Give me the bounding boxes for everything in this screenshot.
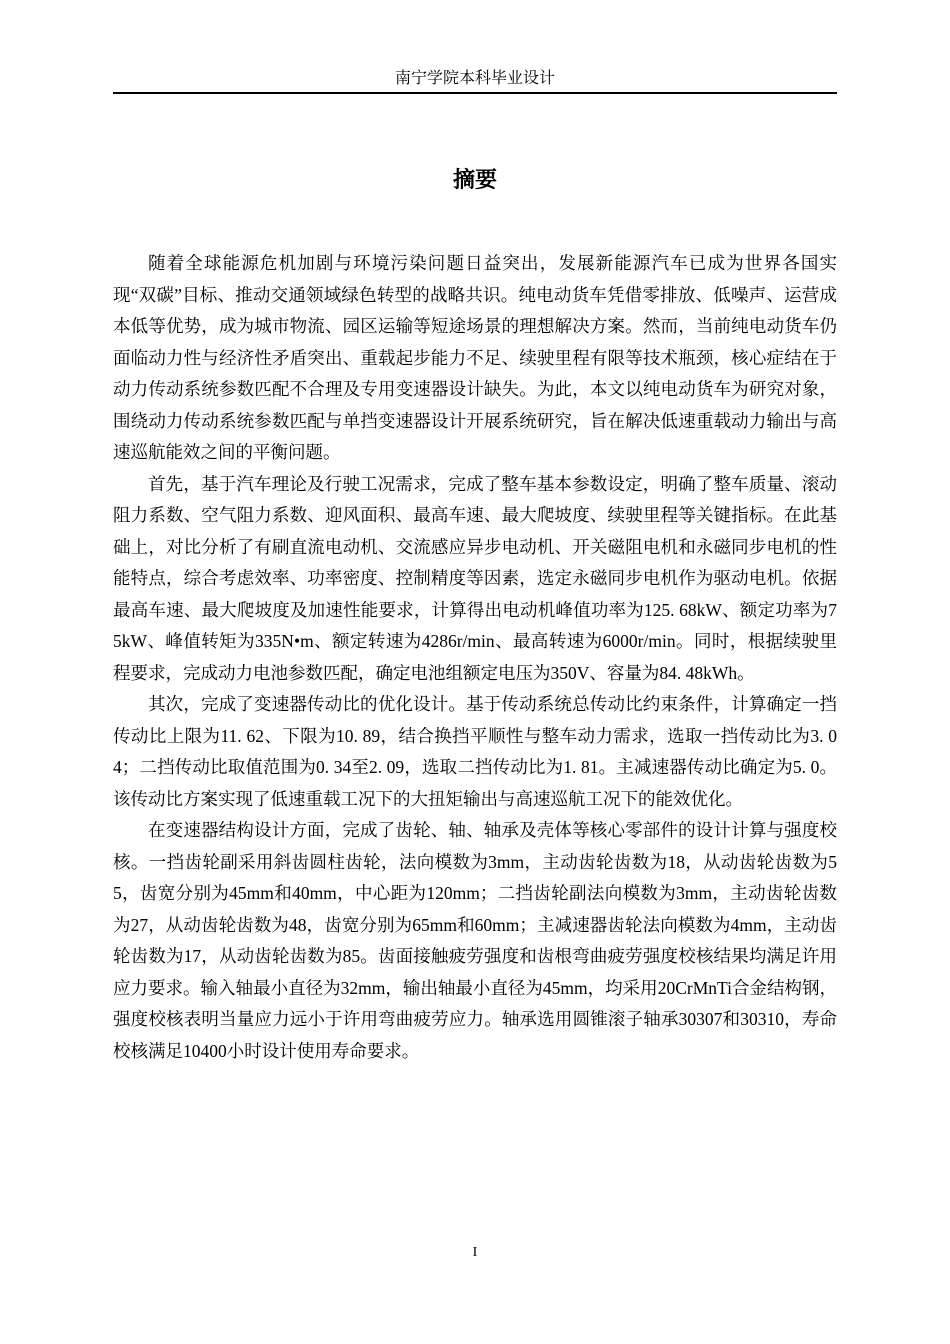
page-header (113, 68, 837, 94)
page-title: 摘要 (452, 168, 497, 193)
abstract-paragraph: 在变速器结构设计方面，完成了齿轮、轴、轴承及壳体等核心零部件的设计计算与强度校核。一挡齿轮副采用斜齿圆柱齿轮，法向模数为3mm，主动齿轮齿数为18，从动齿轮齿数为55，齿宽分别为45mm和40mm，中心距为120mm；二挡齿轮副法向模数为3mm，主动齿轮齿数为27，从动齿轮齿数为48，齿宽分别为65mm和60mm；主减速器齿轮法向模数为4mm，主动齿轮齿数为17，从动齿轮齿数为85。齿面接触疲劳强度和齿根弯曲疲劳强度校核结果均满足许用应力要求。输入轴最小直径为32mm，输出轴最小直径为45mm，均采用20CrMnTi合金结构钢，强度校核表明当量应力远小于许用弯曲疲劳应力。轴承选用圆锥滚子轴承30307和30310，寿命校核满足10400小时设计使用寿命要求。 (113, 820, 837, 1061)
header-text: 南宁学院本科毕业设计 (394, 70, 555, 87)
abstract-body (113, 248, 837, 1067)
abstract-paragraph: 其次，完成了变速器传动比的优化设计。基于传动系统总传动比约束条件，计算确定一挡传动比上限为11. 62、下限为10. 89，结合换挡平顺性与整车动力需求，选取一挡传动比为3. 04；二挡传动比取值范围为0. 34至2. 09，选取二挡传动比为1. 81。主减速器传动比确定为5. 0。该传动比方案实现了低速重载工况下的大扭矩输出与高速巡航工况下的能效优化。 (113, 694, 837, 809)
abstract-paragraph: 首先，基于汽车理论及行驶工况需求，完成了整车基本参数设定，明确了整车质量、滚动阻力系数、空气阻力系数、迎风面积、最高车速、最大爬坡度、续驶里程等关键指标。在此基础上，对比分析了有刷直流电动机、交流感应异步电动机、开关磁阻电机和永磁同步电机的性能特点，综合考虑效率、功率密度、控制精度等因素，选定永磁同步电机作为驱动电机。依据最高车速、最大爬坡度及加速性能要求，计算得出电动机峰值功率为125. 68kW、额定功率为75kW、峰值转矩为335N•m、额定转速为4286r/min、最高转速为6000r/min。同时，根据续驶里程要求，完成动力电池参数匹配，确定电池组额定电压为350V、容量为84. 48kWh。 (113, 473, 837, 683)
abstract-paragraph: 随着全球能源危机加剧与环境污染问题日益突出，发展新能源汽车已成为世界各国实现“双碳”目标、推动交通领域绿色转型的战略共识。纯电动货车凭借零排放、低噪声、运营成本低等优势，成为城市物流、园区运输等短途场景的理想解决方案。然而，当前纯电动货车仍面临动力性与经济性矛盾突出、重载起步能力不足、续驶里程有限等技术瓶颈，核心症结在于动力传动系统参数匹配不合理及专用变速器设计缺失。为此，本文以纯电动货车为研究对象，围绕动力传动系统参数匹配与单挡变速器设计开展系统研究，旨在解决低速重载动力输出与高速巡航能效之间的平衡问题。 (113, 253, 837, 462)
page-number: I (472, 1245, 478, 1260)
